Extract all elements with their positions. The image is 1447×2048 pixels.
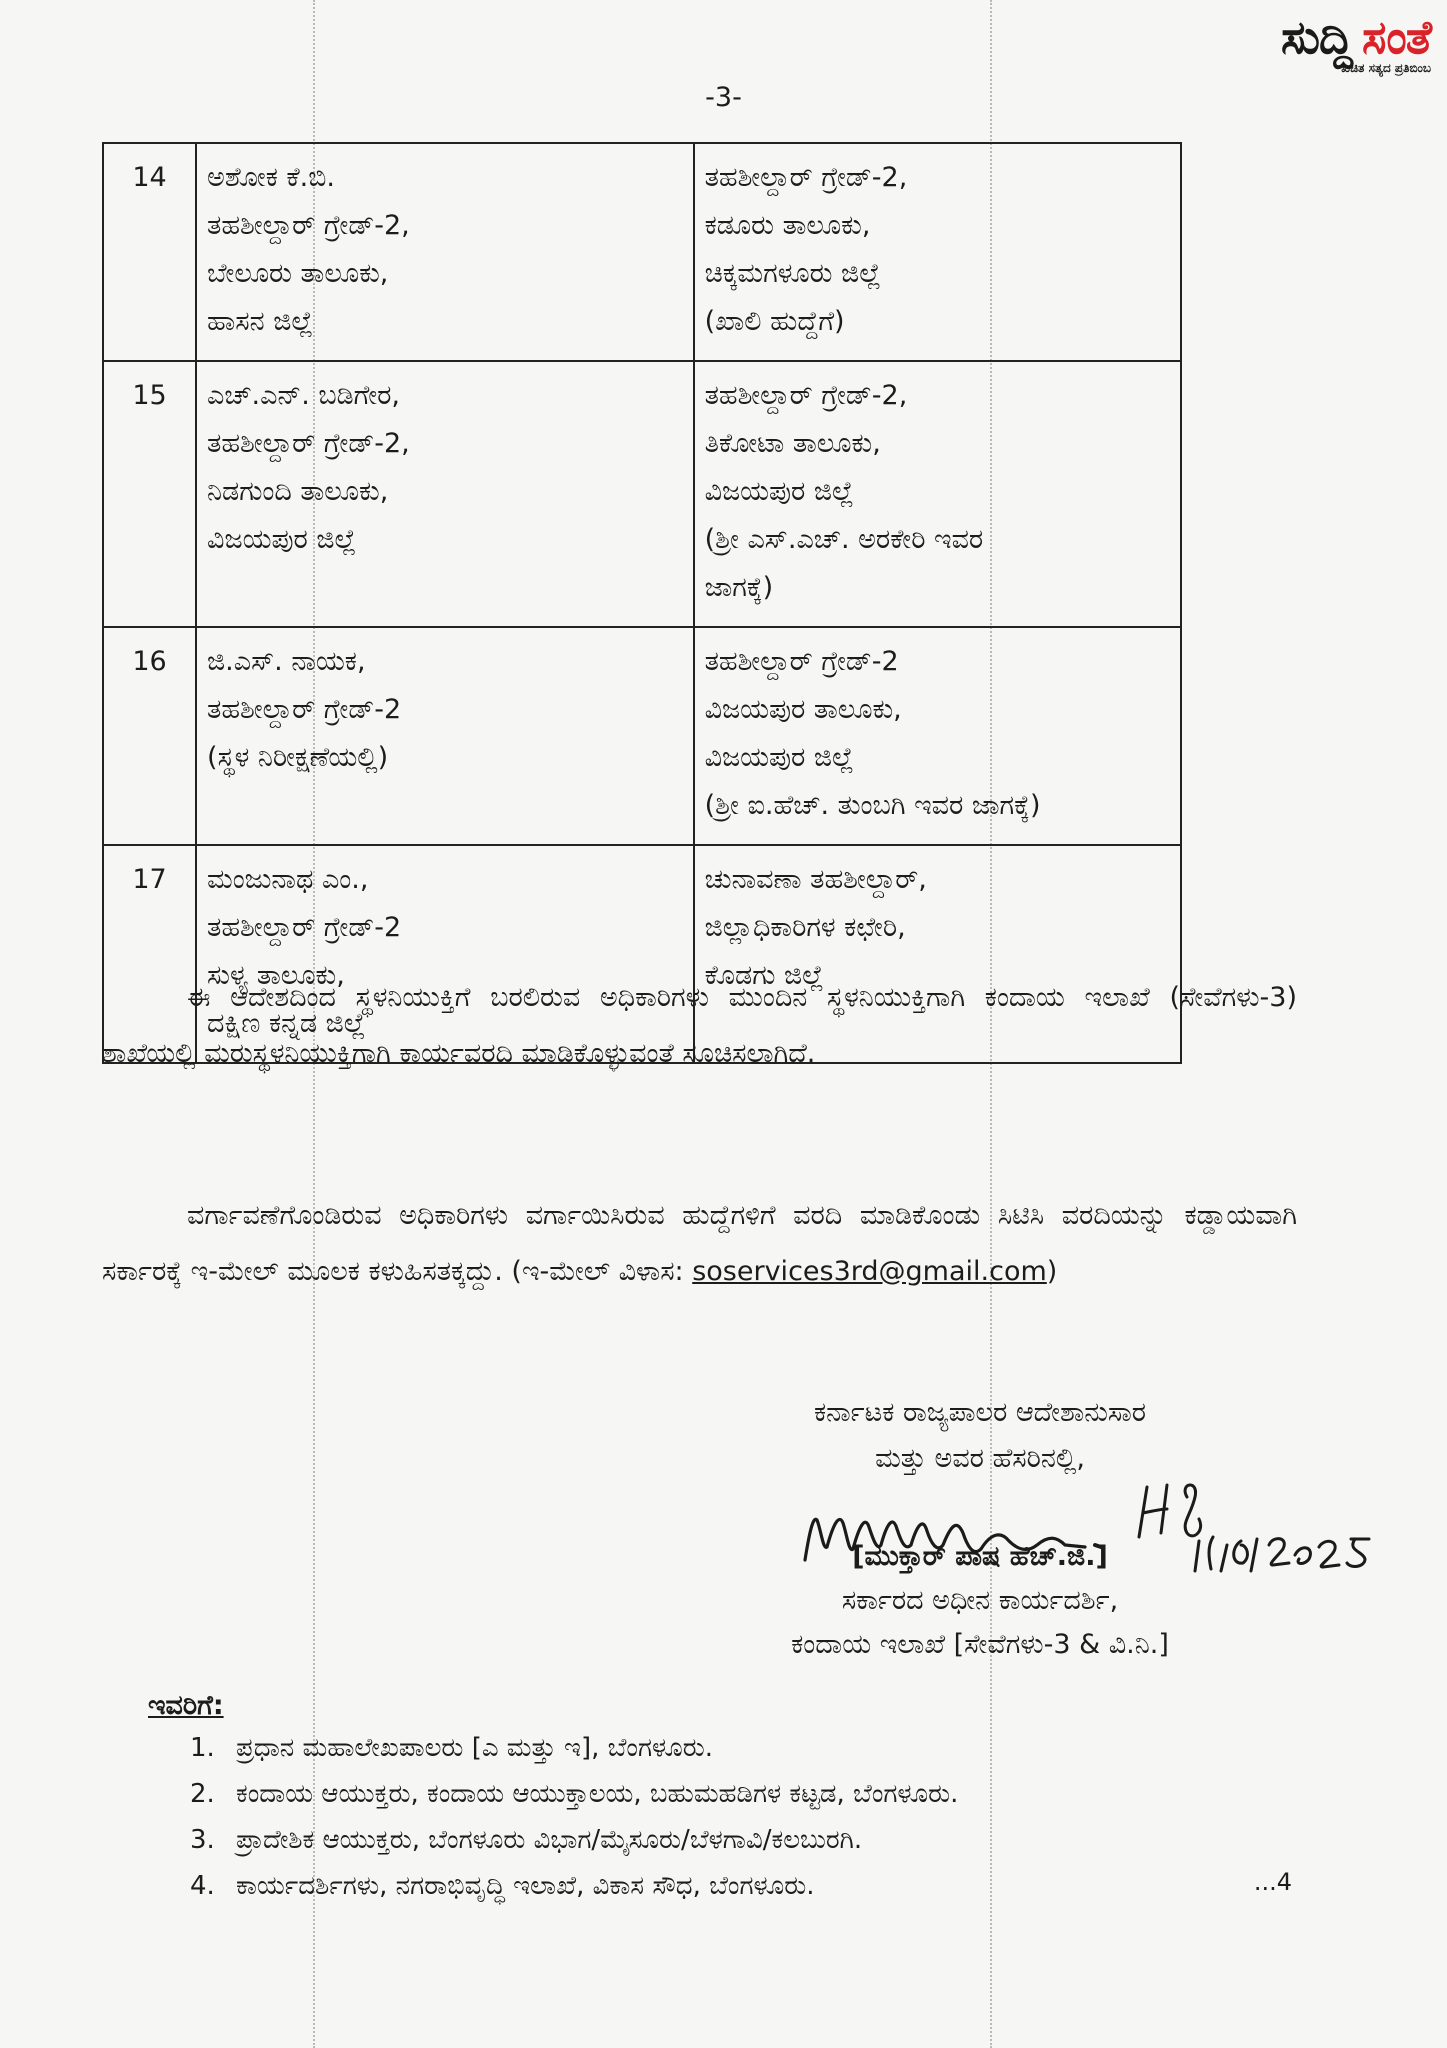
list-item xyxy=(190,1817,958,1863)
cell-line: ಎಚ್.ಎನ್. ಬಡಿಗೇರ, xyxy=(207,380,401,411)
table-row xyxy=(103,143,1181,361)
logo-tagline: ಖಚಿತ ಸತ್ಯದ ಪ್ರತಿಬಿಂಬ xyxy=(1341,61,1431,75)
cell-line: ವಿಜಯಪುರ ಜಿಲ್ಲೆ xyxy=(704,742,854,773)
list-number: 2. xyxy=(190,1779,215,1809)
officer-cell xyxy=(196,627,694,845)
cell-line: ಕಡೂರು ತಾಲೂಕು, xyxy=(704,210,871,241)
cell-line: (ಶ್ರೀ ಐ.ಹೆಚ್. ತುಂಬಗಿ ಇವರ ಜಾಗಕ್ಕೆ) xyxy=(704,790,1041,821)
cell-line: ತಹಶೀಲ್ದಾರ್ ಗ್ರೇಡ್-2, xyxy=(704,162,908,193)
cell-line: ತಿಕೋಟಾ ತಾಲೂಕು, xyxy=(704,428,881,459)
copy-to-list xyxy=(190,1725,958,1909)
reporting-paragraph xyxy=(102,1188,1297,1300)
posting-cell xyxy=(694,627,1181,845)
logo-word-1: ಸುದ್ದಿ xyxy=(1281,10,1352,64)
instruction-paragraph xyxy=(102,970,1297,1082)
officer-cell xyxy=(196,143,694,361)
logo-word-2: ಸಂತೆ xyxy=(1361,10,1431,64)
list-number: 3. xyxy=(190,1825,215,1855)
cell-line: (ಖಾಲಿ ಹುದ್ದೆಗೆ) xyxy=(704,306,845,337)
transfer-table xyxy=(102,142,1182,1064)
cell-line: ವಿಜಯಪುರ ಜಿಲ್ಲೆ xyxy=(704,476,854,507)
paragraph-text: ವರ್ಗಾವಣೆಗೊಂಡಿರುವ ಅಧಿಕಾರಿಗಳು ವರ್ಗಾಯಿಸಿರುವ ಹುದ್ದೆಗಳಿಗೆ ವರದಿ ಮಾಡಿಕೊಂಡು ಸಿಟಿಸಿ ವರದಿಯನ್ನು ಕಡ್ಡಾಯವಾಗಿ ಸರ್ಕಾರಕ್ಕೆ ಇ-ಮೇಲ್ ಮೂಲಕ ಕಳುಹಿಸತಕ್ಕದ್ದು. (ಇ-ಮೇಲ್ ವಿಳಾಸ: xyxy=(102,1200,1297,1287)
email-link[interactable]: soservices3rd@gmail.com xyxy=(692,1256,1047,1287)
cell-line: ಹಾಸನ ಜಿಲ್ಲೆ xyxy=(207,306,314,337)
copy-to-heading: ಇವರಿಗೆ: xyxy=(148,1690,224,1721)
cell-line: ಕೊಡಗು ಜಿಲ್ಲೆ xyxy=(704,960,824,991)
signer-designation: ಸರ್ಕಾರದ ಅಧೀನ ಕಾರ್ಯದರ್ಶಿ, xyxy=(841,1585,1119,1616)
cell-line: ಜಾಗಕ್ಕೆ) xyxy=(704,572,774,603)
cell-line: ತಹಶೀಲ್ದಾರ್ ಗ್ರೇಡ್-2, xyxy=(207,428,410,459)
signer-details xyxy=(720,1535,1240,1667)
list-number: 1. xyxy=(190,1733,215,1763)
cell-line: ದಕ್ಷಿಣ ಕನ್ನಡ ಜಿಲ್ಲೆ xyxy=(207,1008,366,1039)
cell-line: ಜಿ.ಎಸ್. ನಾಯಕ, xyxy=(207,646,366,677)
cell-line: (ಶ್ರೀ ಎಸ್.ಎಚ್. ಅರಕೇರಿ ಇವರ xyxy=(704,524,984,555)
cell-line: ತಹಶೀಲ್ದಾರ್ ಗ್ರೇಡ್-2 xyxy=(704,646,899,677)
page-number: -3- xyxy=(705,82,742,113)
officer-cell xyxy=(196,361,694,627)
list-text: ಪ್ರಧಾನ ಮಹಾಲೇಖಪಾಲರು [ಎ ಮತ್ತು ಇ], ಬೆಂಗಳೂರು. xyxy=(236,1733,714,1763)
cell-line: ವಿಜಯಪುರ ಜಿಲ್ಲೆ xyxy=(207,524,357,555)
cell-line: ಚುನಾವಣಾ ತಹಶೀಲ್ದಾರ್, xyxy=(704,864,927,895)
serial-cell: 16 xyxy=(103,627,196,845)
cell-line: ವಿಜಯಪುರ ತಾಲೂಕು, xyxy=(704,694,902,725)
list-number: 4. xyxy=(190,1871,215,1901)
cell-line: ತಹಶೀಲ್ದಾರ್ ಗ್ರೇಡ್-2, xyxy=(207,210,410,241)
logo-wordmark xyxy=(1281,10,1431,64)
list-text: ಕಂದಾಯ ಆಯುಕ್ತರು, ಕಂದಾಯ ಆಯುಕ್ತಾಲಯ, ಬಹುಮಹಡಿಗಳ ಕಟ್ಟಡ, ಬೆಂಗಳೂರು. xyxy=(236,1779,959,1809)
cell-line: ಜಿಲ್ಲಾಧಿಕಾರಿಗಳ ಕಛೇರಿ, xyxy=(704,912,906,943)
posting-cell xyxy=(694,143,1181,361)
cell-line: ಮಂಜುನಾಥ ಎಂ., xyxy=(207,864,369,895)
list-text: ಕಾರ್ಯದರ್ಶಿಗಳು, ನಗರಾಭಿವೃದ್ಧಿ ಇಲಾಖೆ, ವಿಕಾಸ ಸೌಧ, ಬೆಂಗಳೂರು. xyxy=(236,1871,815,1901)
posting-cell xyxy=(694,361,1181,627)
publisher-logo xyxy=(1281,10,1431,75)
cell-line: ಸುಳ್ಯ ತಾಲೂಕು, xyxy=(207,960,345,991)
continue-mark: ...4 xyxy=(1253,1868,1292,1896)
paragraph-text: ಈ ಆದೇಶದಿಂದ ಸ್ಥಳನಿಯುಕ್ತಿಗೆ ಬರಲಿರುವ ಅಧಿಕಾರಿಗಳು ಮುಂದಿನ ಸ್ಥಳನಿಯುಕ್ತಿಗಾಗಿ ಕಂದಾಯ ಇಲಾಖೆ (ಸೇವೆಗಳು-3) ಶಾಖೆಯಲ್ಲಿ ಮರುಸ್ಥಳನಿಯುಕ್ತಿಗಾಗಿ ಕಾರ್ಯವರದಿ ಮಾಡಿಕೊಳ್ಳುವಂತೆ ಸೂಚಿಸಲಾಗಿದೆ. xyxy=(102,982,1297,1069)
paragraph-close: ) xyxy=(1046,1256,1058,1287)
list-item xyxy=(190,1725,958,1771)
cell-line: ತಹಶೀಲ್ದಾರ್ ಗ್ರೇಡ್-2, xyxy=(704,380,908,411)
cell-line: ತಹಶೀಲ್ದಾರ್ ಗ್ರೇಡ್-2 xyxy=(207,912,402,943)
table-row xyxy=(103,627,1181,845)
serial-cell: 15 xyxy=(103,361,196,627)
cell-line: (ಸ್ಥಳ ನಿರೀಕ್ಷಣೆಯಲ್ಲಿ) xyxy=(207,742,389,773)
signer-department: ಕಂದಾಯ ಇಲಾಖೆ [ಸೇವೆಗಳು-3 & ವಿ.ನಿ.] xyxy=(791,1629,1169,1660)
intro-line: ಮತ್ತು ಅವರ ಹೆಸರಿನಲ್ಲಿ, xyxy=(875,1443,1085,1474)
signature-intro xyxy=(720,1390,1240,1482)
cell-line: ತಹಶೀಲ್ದಾರ್ ಗ್ರೇಡ್-2 xyxy=(207,694,402,725)
table-row xyxy=(103,361,1181,627)
cell-line: ಚಿಕ್ಕಮಗಳೂರು ಜಿಲ್ಲೆ xyxy=(704,258,881,289)
cell-line: ನಿಡಗುಂದಿ ತಾಲೂಕು, xyxy=(207,476,389,507)
serial-cell: 17 xyxy=(103,845,196,1063)
signer-name: [ಮುಕ್ತಾರ್ ಪಾಷ ಹೆಚ್.ಜಿ.] xyxy=(852,1541,1108,1572)
list-item xyxy=(190,1863,958,1909)
list-text: ಪ್ರಾದೇಶಿಕ ಆಯುಕ್ತರು, ಬೆಂಗಳೂರು ವಿಭಾಗ/ಮೈಸೂರು/ಬೆಳಗಾವಿ/ಕಲಬುರಗಿ. xyxy=(236,1825,863,1855)
cell-line: ಬೇಲೂರು ತಾಲೂಕು, xyxy=(207,258,389,289)
intro-line: ಕರ್ನಾಟಕ ರಾಜ್ಯಪಾಲರ ಆದೇಶಾನುಸಾರ xyxy=(813,1397,1147,1428)
cell-line: ಅಶೋಕ ಕೆ.ಬಿ. xyxy=(207,162,335,193)
list-item xyxy=(190,1771,958,1817)
serial-cell: 14 xyxy=(103,143,196,361)
